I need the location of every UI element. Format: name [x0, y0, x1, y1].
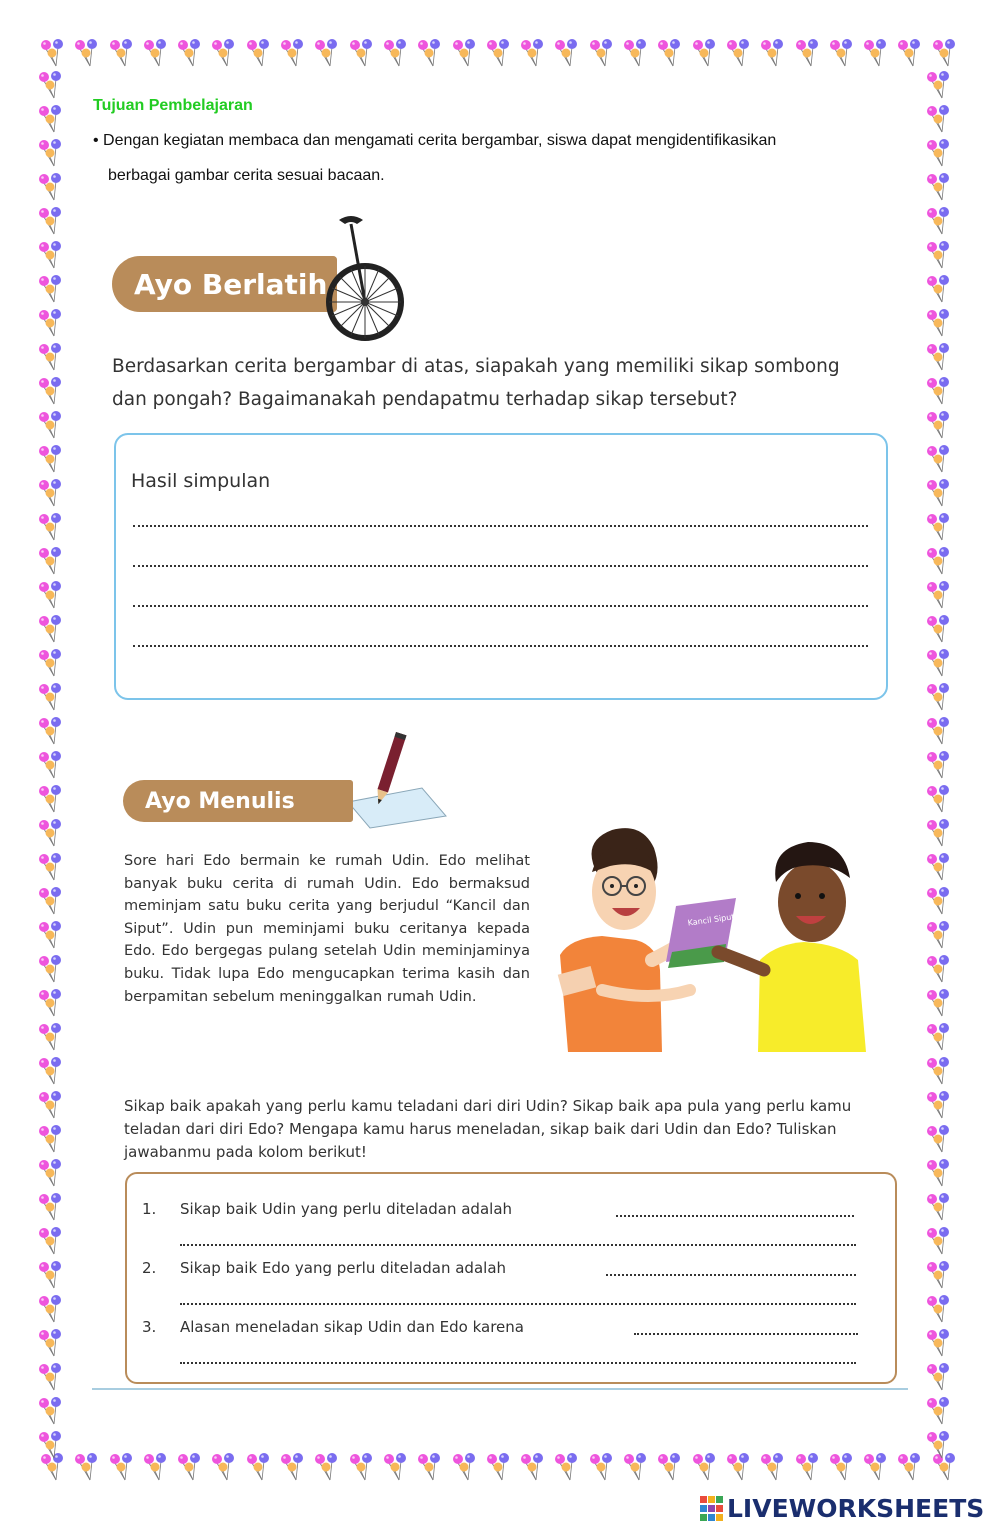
- answer-line[interactable]: [180, 1303, 856, 1305]
- balloon-icon: [924, 308, 954, 338]
- objective-title: Tujuan Pembelajaran: [93, 97, 253, 114]
- balloon-icon: [924, 172, 954, 202]
- balloon-icon: [924, 138, 954, 168]
- balloon-icon: [924, 1396, 954, 1426]
- story-text: Sore hari Edo bermain ke rumah Udin. Edo melihat banyak buku cerita di rumah Udin. Edo bermaksud meminjam satu buku cerita yang berjudul “Kancil dan Siput”. Udin pun meminjami buku ceritanya kepada Edo. Edo bergegas pulang setelah Udin meminjaminya buku. Tidak lupa Edo mengucapkan terima kasih dan berpamitan sebelum meninggalkan rumah Udin.: [124, 853, 530, 1005]
- balloon-icon: [209, 1452, 239, 1482]
- balloon-icon: [36, 1362, 66, 1392]
- balloon-icon: [36, 886, 66, 916]
- balloon-icon: [827, 38, 857, 68]
- balloon-icon: [36, 512, 66, 542]
- answer-line[interactable]: [133, 605, 868, 607]
- answer-line[interactable]: [616, 1215, 854, 1217]
- answer-item-3: 3. Alasan meneladan sikap Udin dan Edo karena: [142, 1318, 524, 1336]
- menulis-heading: Ayo Menulis: [123, 780, 353, 822]
- balloon-icon: [36, 70, 66, 100]
- balloon-icon: [36, 954, 66, 984]
- balloon-icon: [36, 172, 66, 202]
- balloon-icon: [450, 38, 480, 68]
- border-left: [36, 70, 76, 1460]
- balloon-icon: [36, 206, 66, 236]
- balloon-icon: [36, 1056, 66, 1086]
- balloon-icon: [36, 988, 66, 1018]
- balloon-icon: [278, 38, 308, 68]
- balloon-icon: [924, 444, 954, 474]
- answer-item-1: 1. Sikap baik Udin yang perlu diteladan adalah: [142, 1200, 513, 1218]
- balloon-icon: [758, 38, 788, 68]
- border-right: [924, 70, 964, 1460]
- answer-item-2: 2. Sikap baik Edo yang perlu diteladan adalah: [142, 1259, 507, 1277]
- menulis-question: Sikap baik apakah yang perlu kamu teladani dari diri Udin? Sikap baik apa pula yang perlu kamu teladan dari diri Edo? Mengapa kamu harus meneladan, sikap baik dari Udin dan Edo? Tuliskan jawabanmu pada kolom berikut!: [124, 1097, 852, 1161]
- balloon-icon: [312, 38, 342, 68]
- balloon-icon: [36, 648, 66, 678]
- balloon-icon: [655, 38, 685, 68]
- balloon-icon: [36, 274, 66, 304]
- balloon-icon: [36, 1396, 66, 1426]
- book-title: Kancil Siput: [687, 912, 735, 928]
- balloon-icon: [587, 1452, 617, 1482]
- balloon-icon: [244, 1452, 274, 1482]
- bottom-divider: [92, 1388, 908, 1390]
- balloon-icon: [690, 38, 720, 68]
- balloon-icon: [924, 1022, 954, 1052]
- balloon-icon: [484, 38, 514, 68]
- balloon-icon: [924, 818, 954, 848]
- liveworksheets-logo-icon: [700, 1496, 724, 1522]
- balloon-icon: [924, 1362, 954, 1392]
- balloon-icon: [278, 1452, 308, 1482]
- balloon-icon: [924, 852, 954, 882]
- objective-line-2: berbagai gambar cerita sesuai bacaan.: [108, 167, 385, 184]
- balloon-icon: [793, 38, 823, 68]
- balloon-icon: [827, 1452, 857, 1482]
- balloon-icon: [924, 342, 954, 372]
- balloon-icon: [72, 38, 102, 68]
- balloon-icon: [924, 716, 954, 746]
- balloon-icon: [36, 478, 66, 508]
- children-illustration: [540, 820, 880, 1055]
- balloon-icon: [518, 1452, 548, 1482]
- balloon-icon: [141, 1452, 171, 1482]
- balloon-icon: [347, 38, 377, 68]
- balloon-icon: [861, 1452, 891, 1482]
- balloon-icon: [244, 38, 274, 68]
- berlatih-heading: Ayo Berlatih: [112, 256, 337, 312]
- balloon-icon: [924, 1328, 954, 1358]
- balloon-icon: [924, 1430, 954, 1460]
- balloon-icon: [518, 38, 548, 68]
- balloon-icon: [924, 1056, 954, 1086]
- border-bottom: [38, 1452, 960, 1492]
- balloon-icon: [36, 308, 66, 338]
- balloon-icon: [36, 818, 66, 848]
- balloon-icon: [72, 1452, 102, 1482]
- balloon-icon: [36, 1294, 66, 1324]
- balloon-icon: [36, 784, 66, 814]
- balloon-icon: [107, 1452, 137, 1482]
- liveworksheets-logo[interactable]: [700, 1494, 984, 1523]
- balloon-icon: [924, 376, 954, 406]
- balloon-icon: [36, 1430, 66, 1460]
- balloon-icon: [36, 1328, 66, 1358]
- balloon-icon: [36, 138, 66, 168]
- balloon-icon: [924, 70, 954, 100]
- balloon-icon: [924, 1192, 954, 1222]
- balloon-icon: [895, 1452, 925, 1482]
- balloon-icon: [924, 1226, 954, 1256]
- balloon-icon: [724, 1452, 754, 1482]
- balloon-icon: [347, 1452, 377, 1482]
- objective-line-1: • Dengan kegiatan membaca dan mengamati cerita bergambar, siswa dapat mengidentifikasikan: [93, 132, 777, 149]
- balloon-icon: [924, 240, 954, 270]
- balloon-icon: [36, 716, 66, 746]
- balloon-icon: [312, 1452, 342, 1482]
- answer-line[interactable]: [133, 565, 868, 567]
- balloon-icon: [924, 410, 954, 440]
- balloon-icon: [924, 920, 954, 950]
- balloon-icon: [924, 682, 954, 712]
- balloon-icon: [924, 988, 954, 1018]
- border-top: [38, 38, 960, 78]
- berlatih-question-line-2: dan pongah? Bagaimanakah pendapatmu terhadap sikap tersebut?: [112, 389, 738, 410]
- paper-pencil-icon: [340, 730, 450, 830]
- balloon-icon: [36, 1226, 66, 1256]
- balloon-icon: [924, 1260, 954, 1290]
- unicycle-icon: [325, 210, 411, 350]
- balloon-icon: [36, 410, 66, 440]
- answer-line[interactable]: [606, 1274, 856, 1276]
- balloon-icon: [621, 1452, 651, 1482]
- balloon-icon: [36, 376, 66, 406]
- balloon-icon: [175, 1452, 205, 1482]
- balloon-icon: [924, 648, 954, 678]
- balloon-icon: [587, 38, 617, 68]
- balloon-icon: [924, 512, 954, 542]
- balloon-icon: [690, 1452, 720, 1482]
- balloon-icon: [36, 1192, 66, 1222]
- balloon-icon: [552, 38, 582, 68]
- balloon-icon: [36, 546, 66, 576]
- balloon-icon: [36, 1158, 66, 1188]
- balloon-icon: [36, 1022, 66, 1052]
- balloon-icon: [924, 1124, 954, 1154]
- balloon-icon: [924, 580, 954, 610]
- balloon-icon: [36, 444, 66, 474]
- balloon-icon: [758, 1452, 788, 1482]
- answer-line[interactable]: [634, 1333, 858, 1335]
- balloon-icon: [924, 274, 954, 304]
- balloon-icon: [36, 342, 66, 372]
- balloon-icon: [655, 1452, 685, 1482]
- balloon-icon: [141, 38, 171, 68]
- balloon-icon: [924, 954, 954, 984]
- balloon-icon: [381, 1452, 411, 1482]
- balloon-icon: [552, 1452, 582, 1482]
- balloon-icon: [930, 38, 960, 68]
- brand-name: LIVEWORKSHEETS: [727, 1494, 985, 1523]
- balloon-icon: [209, 38, 239, 68]
- answer-line[interactable]: [180, 1362, 856, 1364]
- balloon-icon: [924, 546, 954, 576]
- balloon-icon: [381, 38, 411, 68]
- balloon-icon: [36, 682, 66, 712]
- balloon-icon: [895, 38, 925, 68]
- balloon-icon: [36, 1124, 66, 1154]
- balloon-icon: [484, 1452, 514, 1482]
- balloon-icon: [924, 1158, 954, 1188]
- balloon-icon: [924, 886, 954, 916]
- balloon-icon: [415, 38, 445, 68]
- conclusion-label: Hasil simpulan: [131, 470, 271, 492]
- balloon-icon: [36, 920, 66, 950]
- balloon-icon: [175, 38, 205, 68]
- balloon-icon: [621, 38, 651, 68]
- berlatih-question-line-1: Berdasarkan cerita bergambar di atas, siapakah yang memiliki sikap sombong: [112, 356, 840, 377]
- balloon-icon: [724, 38, 754, 68]
- balloon-icon: [38, 38, 68, 68]
- balloon-icon: [36, 852, 66, 882]
- balloon-icon: [36, 580, 66, 610]
- balloon-icon: [924, 1090, 954, 1120]
- balloon-icon: [36, 750, 66, 780]
- balloon-icon: [36, 104, 66, 134]
- balloon-icon: [924, 1294, 954, 1324]
- balloon-icon: [861, 38, 891, 68]
- balloon-icon: [36, 614, 66, 644]
- balloon-icon: [924, 614, 954, 644]
- balloon-icon: [107, 38, 137, 68]
- balloon-icon: [36, 1090, 66, 1120]
- answer-line[interactable]: [180, 1244, 856, 1246]
- balloon-icon: [924, 206, 954, 236]
- balloon-icon: [36, 1260, 66, 1290]
- balloon-icon: [450, 1452, 480, 1482]
- balloon-icon: [415, 1452, 445, 1482]
- balloon-icon: [793, 1452, 823, 1482]
- balloon-icon: [924, 478, 954, 508]
- balloon-icon: [924, 784, 954, 814]
- balloon-icon: [924, 750, 954, 780]
- balloon-icon: [924, 104, 954, 134]
- answer-line[interactable]: [133, 645, 868, 647]
- answer-line[interactable]: [133, 525, 868, 527]
- balloon-icon: [36, 240, 66, 270]
